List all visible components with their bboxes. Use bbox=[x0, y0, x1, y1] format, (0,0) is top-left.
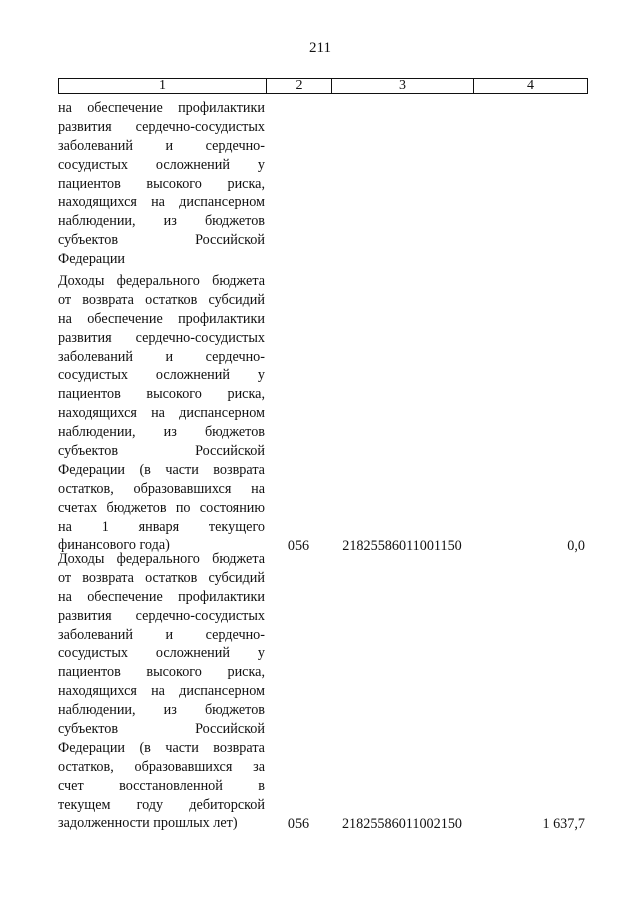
description-line: находящихся на диспансерном bbox=[58, 683, 265, 700]
description-line: Доходы федерального бюджета bbox=[58, 273, 265, 289]
page-number: 211 bbox=[309, 40, 331, 56]
row-description bbox=[58, 99, 265, 269]
row-amount: 0,0 bbox=[567, 537, 585, 554]
description-line: Федерации (в части возврата bbox=[58, 461, 265, 478]
table-header-col-2: 2 bbox=[267, 79, 332, 93]
description-line: субъектов Российской bbox=[58, 232, 265, 249]
description-line: субъектов Российской bbox=[58, 443, 265, 460]
description-line: Федерации bbox=[58, 251, 126, 268]
description-line: наблюдении, из бюджетов bbox=[58, 424, 265, 441]
table-header-col-4: 4 bbox=[527, 78, 534, 93]
row-description bbox=[58, 272, 265, 555]
description-line: наблюдении, из бюджетов bbox=[58, 213, 265, 230]
description-line: текущем году дебиторской bbox=[58, 796, 265, 813]
description-line: на обеспечение профилактики bbox=[58, 310, 265, 327]
description-line: развития сердечно-сосудистых bbox=[58, 118, 265, 135]
description-line: остатков, образовавшихся на bbox=[58, 480, 265, 497]
description-line: счетах бюджетов по состоянию bbox=[58, 499, 265, 516]
row-kbk: 21825586011001150 bbox=[342, 537, 462, 554]
description-line: от возврата остатков субсидий bbox=[58, 291, 265, 308]
description-line: развития сердечно-сосудистых bbox=[58, 329, 265, 346]
description-line: заболеваний и сердечно- bbox=[58, 137, 265, 154]
description-line: финансового года) bbox=[58, 537, 170, 554]
description-line: сосудистых осложнений у bbox=[58, 156, 265, 173]
description-line: сосудистых осложнений у bbox=[58, 367, 265, 384]
description-line: на обеспечение профилактики bbox=[58, 100, 265, 116]
description-line: счет восстановленной в bbox=[58, 777, 265, 794]
description-line: на 1 января текущего bbox=[58, 518, 265, 535]
table-header-row bbox=[58, 78, 588, 94]
description-line: сосудистых осложнений у bbox=[58, 645, 265, 662]
row-kbk: 21825586011002150 bbox=[341, 815, 463, 832]
description-line: Доходы федерального бюджета bbox=[58, 551, 265, 567]
row-code: 056 bbox=[287, 815, 310, 832]
row-code: 056 bbox=[287, 537, 310, 554]
description-line: наблюдении, из бюджетов bbox=[58, 702, 265, 719]
description-line: задолженности прошлых лет) bbox=[58, 815, 238, 832]
description-line: находящихся на диспансерном bbox=[58, 405, 265, 422]
description-line: пациентов высокого риска, bbox=[58, 386, 265, 403]
description-line: субъектов Российской bbox=[58, 721, 265, 738]
description-line: развития сердечно-сосудистых bbox=[58, 607, 265, 624]
table-header-col-1: 1 bbox=[59, 79, 267, 93]
description-line: от возврата остатков субсидий bbox=[58, 569, 265, 586]
description-line: находящихся на диспансерном bbox=[58, 194, 265, 211]
row-amount: 1 637,7 bbox=[542, 815, 585, 832]
description-line: заболеваний и сердечно- bbox=[58, 348, 265, 365]
description-line: заболеваний и сердечно- bbox=[58, 626, 265, 643]
description-line: пациентов высокого риска, bbox=[58, 664, 265, 681]
table-header-col-3: 3 bbox=[332, 79, 474, 93]
description-line: остатков, образовавшихся за bbox=[58, 758, 265, 775]
description-line: на обеспечение профилактики bbox=[58, 588, 265, 605]
description-line: Федерации (в части возврата bbox=[58, 739, 265, 756]
row-description bbox=[58, 550, 265, 833]
description-line: пациентов высокого риска, bbox=[58, 175, 265, 192]
